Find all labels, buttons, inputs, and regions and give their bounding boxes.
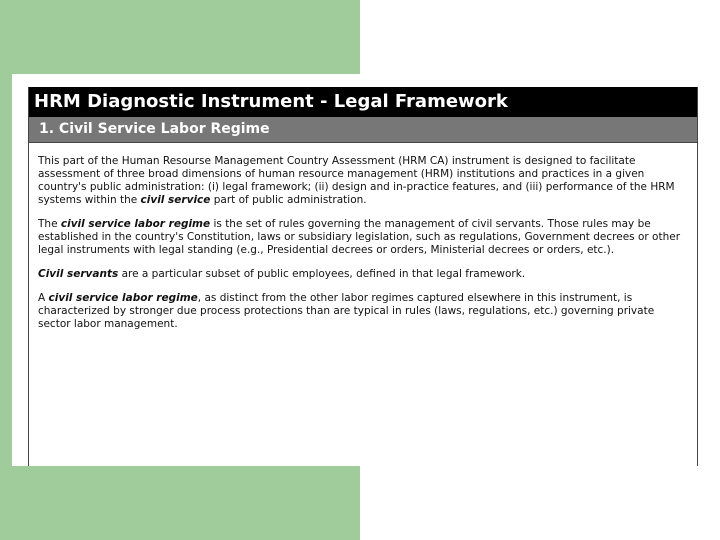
document-excerpt [28,87,698,466]
paragraph-labor-regime-text-2: is the set of rules governing the management of civil servants. Those rules may be established in the country's Constitution, laws or subsidiary legislation, such as regulations, Government decrees or other legal instruments with legal standing (e.g., Presidential decrees or orders, Ministerial decrees or orders, etc.). [38,218,681,256]
paragraph-civil-servants-text: are a particular subset of public employees, defined in that legal framework. [118,268,526,280]
paragraph-labor-regime-emphasis: civil service labor regime [60,218,211,230]
paragraph-civil-servants [38,268,687,281]
paragraph-distinct-regime [38,292,687,331]
paragraph-distinct-regime-emphasis: civil service labor regime [48,292,198,304]
document-content [29,143,697,331]
paragraph-intro-text-1: This part of the Human Resourse Management Country Assessment (HRM CA) instrument is designed to facilitate assessment of three broad dimensions of human resource management (HRM) institutions and practices in a given country's public administration: (i) legal framework; (ii) design and in-practice features, and (iii) performance of the HRM systems within the [38,155,675,206]
paragraph-labor-regime-text-1: The [38,218,61,230]
paragraph-civil-servants-emphasis: Civil servants [38,268,119,280]
paragraph-intro [38,155,687,207]
paragraph-distinct-regime-text-2: , as distinct from the other labor regimes captured elsewhere in this instrument, is characterized by stronger due process protections than are typical in rules (laws, regulations, etc.) governing private sector labor management. [38,292,655,330]
paragraph-intro-text-2: part of public administration. [210,194,367,206]
document-title: HRM Diagnostic Instrument - Legal Framework [29,87,697,117]
paragraph-intro-emphasis: civil service [140,194,211,206]
paragraph-distinct-regime-text-1: A [38,292,49,304]
paragraph-labor-regime [38,218,687,257]
section-title: 1. Civil Service Labor Regime [29,117,697,143]
